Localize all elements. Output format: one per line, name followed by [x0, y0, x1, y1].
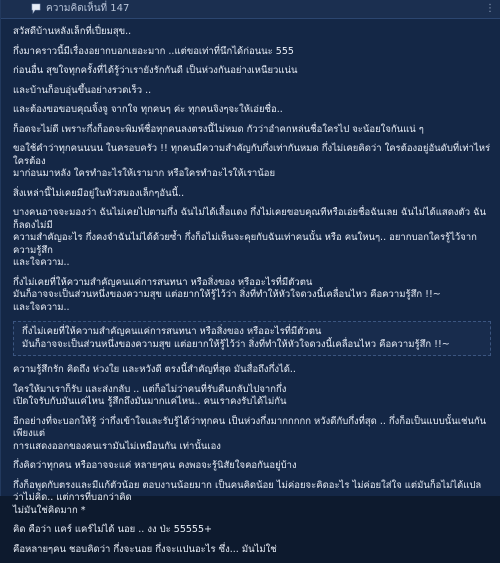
paragraph: กึ่งก็อพูดกับตรงและมีแก้ตัวน้อย ตอบงานน้อยมาก เป็นคนคิดน้อย ไม่ค่อยจะคิดอะไร ไม่ค่อยใส่ใจ แต่มันก็อไม่ได้แปลว่าไม่คิด.. แต่การที่บอกว่าคิด ไม่มันใช่คิดมาก *: [13, 479, 482, 516]
paragraph: ความรู้สึกรัก คิดถึง ห่วงใย และหวังดี ตรงนี้สำคัญที่สุด มันสื่อถึงกึ่งได้..: [13, 364, 296, 375]
paragraph: คือหลายๆคน ชอบคิดว่า กึ่งจะนอย กึ่งจะแปนอะไร ซึ่ง... มันไม่ใช่: [13, 543, 277, 555]
paragraph: ขอใช้คำว่าทุกคนนนน ในครอบครัว !! ทุกคนมีความสำคัญกับกึ่งเท่ากันหมด กึ่งไม่เคยคิดว่า ใครต้องอยู่อันดับที่เท่าไหร่ ใครต้อง มาก่อนมาหลัง ใครทำอะไรให้เรามาก หรือใครทำอะไรให้เราน้อย: [13, 143, 491, 179]
paragraph: ก็อดจะไม่ดี เพราะกึ่งก็อดจะพิมพ์ชื่อทุกคนลงตรงนี้ไม่หมด กัวว่าอำคกหล่นชื่อใครไป จะน้อยใจกันแน่ ๆ: [13, 123, 424, 135]
comment-number-title: ความคิดเห็นที่ 147: [46, 3, 130, 14]
paragraph: สวัสดีบ้านหลังเล็กที่เปี่ยมสุข..: [13, 26, 132, 37]
paragraph: กึ่งไม่เคยที่ให้ความสำคัญคนแค่การสนทนา หรือสิ่งของ หรืออะไรที่มีตัวตน มันก็อาจจะเป็นส่วนหนึ่งของความสุข แต่อยากให้รู้ไว้ว่า สิ่งที่ทำให้หัวใจดวงนี้เคลื่อนไหว คือความรู้สึก !!~ และใจความ..: [13, 276, 441, 313]
paragraph: สิ่งเหล่านี้ไม่เคยมีอยู่ในหัวสมองเล็กๆอันนี้..: [13, 187, 185, 199]
paragraph: ก่อนอื่น สุขใจทุกครั้งที่ได้รู้ว่าเรายังรักกันดี เป็นห่วงกันอย่างเหนียวแน่น: [13, 65, 298, 76]
kebab-menu-icon[interactable]: ⋮: [485, 3, 495, 14]
comment-body: [13, 26, 491, 563]
paragraph: บางคนอาจจะมองว่า ฉันไม่เคยไปตามกึ่ง ฉันไม่ได้เสื้อแดง กึ่งไม่เคยขอบคุณทีหรือเอ่ยชื่อฉันเลย ฉันไม่ได้แสดงตัว ฉันก็ลดงไม่มี ความสำคัญอะไร กึ่งคงจำฉันไม่ได้ด้วยซ้ำ กึ่งก็อไม่เห็นจะคุยกับฉันเท่าคนนั้น หรือ คนใหนๆ.. อยากบอกใครรู้ไว้จากความรู้สึก และใจความ..: [13, 207, 487, 268]
comment-header: [1, 0, 500, 19]
paragraph: ใครให้มาเราก็รับ และส่งกลับ .. แต่ก็อไม่ว่าคนที่รับคืนกลับไปจากกึ่ง เปิดใจรับกับมันแค่ไหน รู้สึกถึงมันมากแค่ไหน.. คนเราคงรับได้ไม่กัน: [13, 383, 287, 407]
quoted-text: กึ่งไม่เคยที่ให้ความสำคัญคนแค่การสนทนา หรือสิ่งของ หรืออะไรที่มีตัวตน มันก็อาจจะเป็นส่วนหนึ่งของความสุข แต่อยากให้รู้ไว้ว่า สิ่งที่ทำให้หัวใจดวงนี้เคลื่อนไหว คือความรู้สึก !!~: [13, 321, 491, 356]
paragraph: และบ้านก็อบอุ่นขึ้นอย่างรวดเร็ว ..: [13, 84, 152, 96]
paragraph: คิด คือว่า แคร์ แคร์ไม่ได้ นอย .. งง ป่ะ 55555+: [13, 524, 212, 535]
paragraph: และต้องขอขอบคุณจิ้งจู จากใจ ทุกคนๆ ค่ะ ทุกคนจิงๆจะให้เอ่ยชื่อ..: [13, 104, 283, 115]
paragraph: กึ่งคิดว่าทุกคน หรืออาจจะแค่ หลายๆคน คงพอจะรู้นิสัยใจคอกันอยู่บ้าง: [13, 460, 297, 471]
paragraph: กึ่งมาคราวนี้มีเรื่องอยากบอกเยอะมาก ..แต่ขอเท่าที่นึกได้ก่อนนะ 555: [13, 45, 294, 57]
paragraph: อีกอย่างที่จะบอกให้รู้ ว่ากึ่งเข้าใจและรับรู้ได้ว่าทุกคน เป็นห่วงกึ่งมากกกกก หวังดีกับกึ่งที่สุด .. กึ่งก็อเป็นแบบนั้นเช่นกัน เพียงแต่ การแสดงออกของคนเรามันไม่เหมือนกัน เท่านั้นเอง: [13, 415, 487, 452]
comment-bubble-icon: [31, 3, 41, 14]
